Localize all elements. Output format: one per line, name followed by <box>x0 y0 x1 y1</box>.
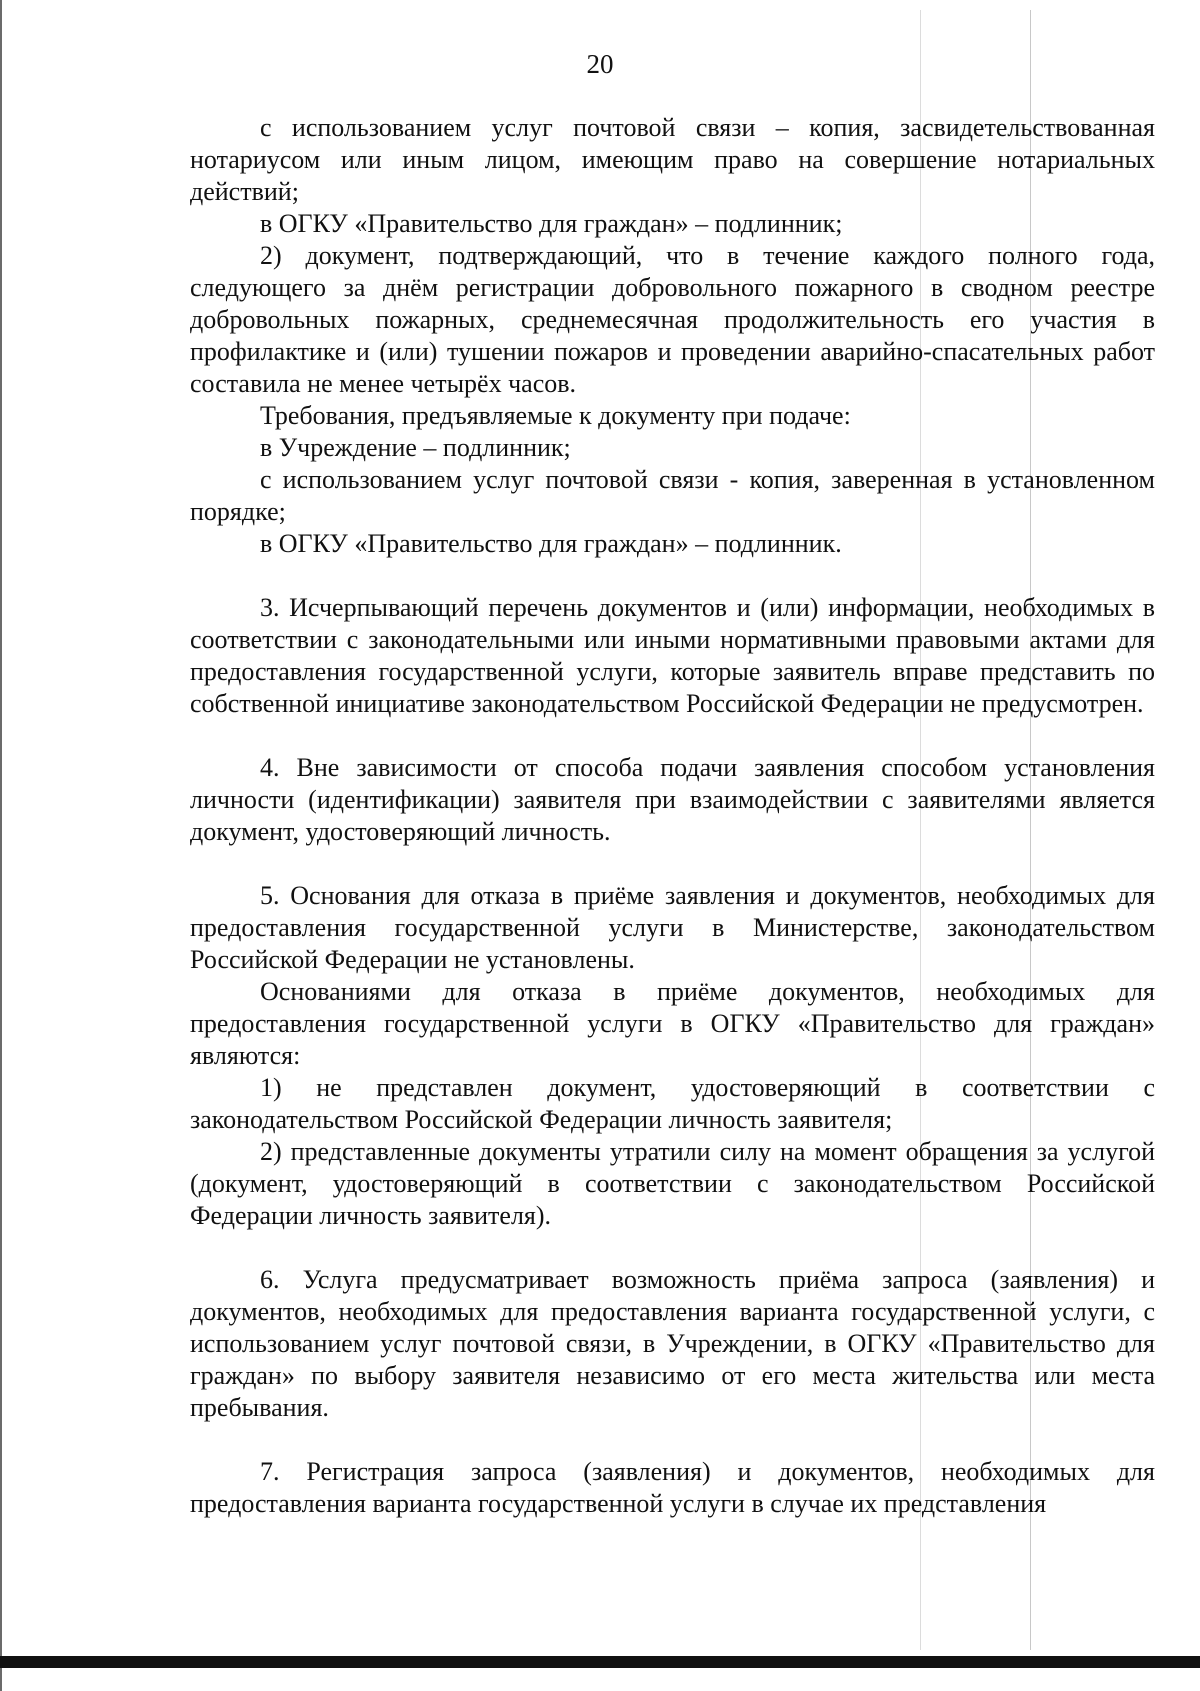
section-7-paragraph: 7. Регистрация запроса (заявления) и документов, необходимых для предоставления варианта государственной услуги в случае их представления <box>190 1457 1155 1518</box>
document-body <box>190 112 1155 1520</box>
paragraph: в ОГКУ «Правительство для граждан» – подлинник. <box>260 529 842 558</box>
section-5-paragraph: 5. Основания для отказа в приёме заявления и документов, необходимых для предоставления государственной услуги в Министерстве, законодательством Российской Федерации не установлены. <box>190 881 1155 974</box>
paragraph: Требования, предъявляемые к документу при подаче: <box>260 401 851 430</box>
section-3-paragraph: 3. Исчерпывающий перечень документов и (или) информации, необходимых в соответствии с законодательными или иными нормативными правовыми актами для предоставления государственной услуги, которые заявитель вправе представить по собственной инициативе законодательством Российской Федерации не предусмотрен. <box>190 593 1155 718</box>
list-item: 2) представленные документы утратили силу на момент обращения за услугой (документ, удостоверяющий в соответствии с законодательством Российской Федерации личность заявителя). <box>190 1137 1155 1230</box>
page-number: 20 <box>586 49 614 79</box>
section-4-paragraph: 4. Вне зависимости от способа подачи заявления способом установления личности (идентификации) заявителя при взаимодействии с заявителями является документ, удостоверяющий личность. <box>190 753 1155 846</box>
paragraph: Основаниями для отказа в приёме документов, необходимых для предоставления государственной услуги в ОГКУ «Правительство для граждан» являются: <box>190 977 1155 1070</box>
list-item: 1) не представлен документ, удостоверяющий в соответствии с законодательством Российской Федерации личность заявителя; <box>190 1073 1155 1134</box>
scan-bottom-border <box>0 1656 1200 1668</box>
paragraph: в ОГКУ «Правительство для граждан» – подлинник; <box>260 209 843 238</box>
paragraph: с использованием услуг почтовой связи - копия, заверенная в установленном порядке; <box>190 465 1155 526</box>
scan-left-edge <box>0 0 2 1691</box>
paragraph: 2) документ, подтверждающий, что в течение каждого полного года, следующего за днём регистрации добровольного пожарного в сводном реестре добровольных пожарных, среднемесячная продолжительность его участия в профилактике и (или) тушении пожаров и проведении аварийно-спасательных работ составила не менее четырёх часов. <box>190 241 1155 398</box>
paragraph: в Учреждение – подлинник; <box>260 433 571 462</box>
paragraph: с использованием услуг почтовой связи – копия, засвидетельствованная нотариусом или иным лицом, имеющим право на совершение нотариальных действий; <box>190 113 1155 206</box>
section-6-paragraph: 6. Услуга предусматривает возможность приёма запроса (заявления) и документов, необходимых для предоставления варианта государственной услуги, с использованием услуг почтовой связи, в Учреждении, в ОГКУ «Правительство для граждан» по выбору заявителя независимо от его места жительства или места пребывания. <box>190 1265 1155 1422</box>
